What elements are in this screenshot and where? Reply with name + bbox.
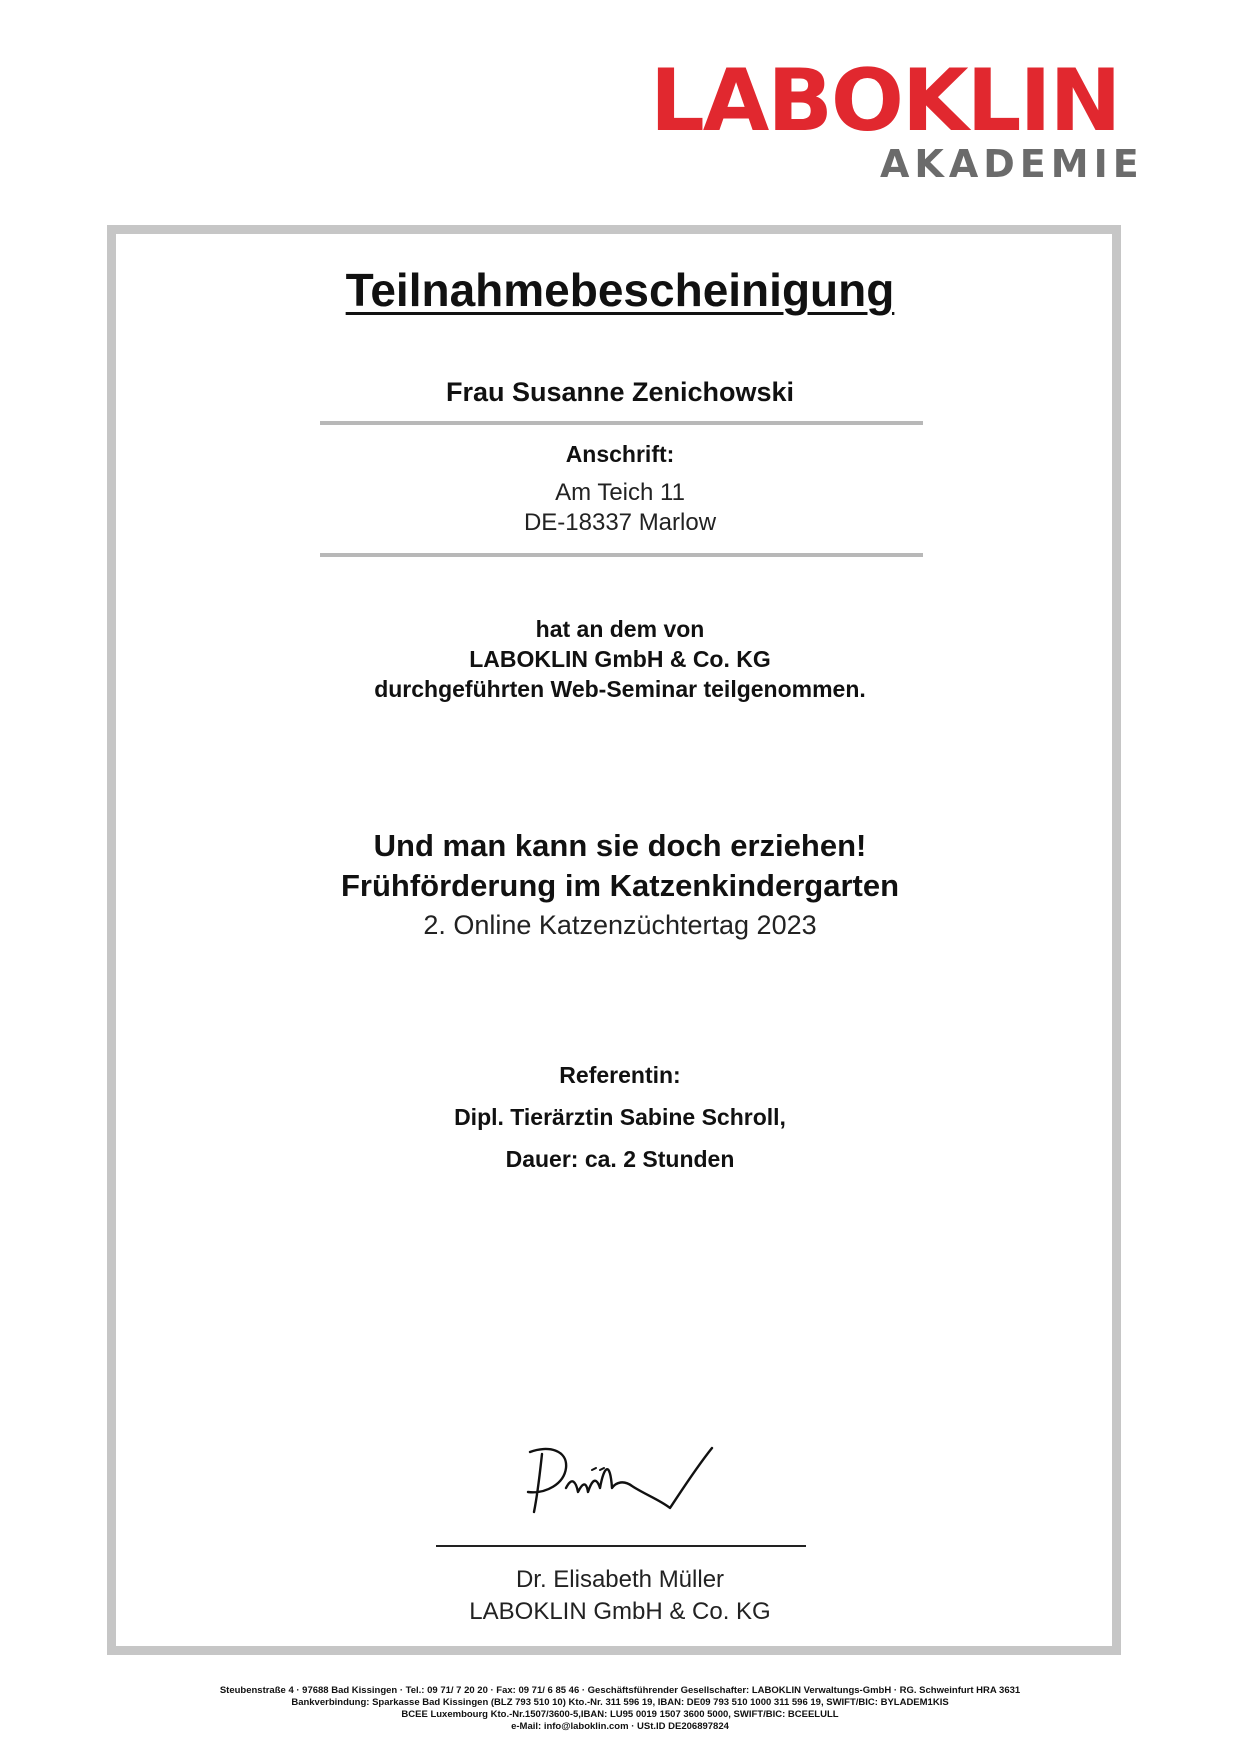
seminar-subtitle: Frühförderung im Katzenkindergarten	[340, 868, 900, 903]
address-street: Am Teich 11	[555, 479, 685, 506]
divider-top	[320, 421, 923, 425]
certificate-title: Teilnahmebescheinigung	[345, 264, 895, 316]
logo-wordmark: LABOKLIN	[650, 51, 1120, 151]
footer-line: Steubenstraße 4 · 97688 Bad Kissingen · Tel.: 09 71/ 7 20 20 · Fax: 09 71/ 6 85 46 · Geschäftsführender Gesellschafter: LABOKLIN Verwaltungs-GmbH · RG. Schweinfurt HRA 3631	[219, 1685, 1021, 1696]
statement-line: LABOKLIN GmbH & Co. KG	[469, 646, 771, 672]
duration: Dauer: ca. 2 Stunden	[505, 1146, 735, 1172]
laboklin-akademie-logo	[650, 51, 1150, 188]
signatory-organization: LABOKLIN GmbH & Co. KG	[469, 1598, 771, 1625]
signatory-name: Dr. Elisabeth Müller	[515, 1566, 725, 1593]
participant-name: Frau Susanne Zenichowski	[445, 377, 795, 407]
statement-line: durchgeführten Web-Seminar teilgenommen.	[374, 676, 866, 702]
address-label: Anschrift:	[565, 441, 675, 467]
divider-bottom	[320, 553, 923, 557]
footer-line: e-Mail: info@laboklin.com · USt.ID DE206897824	[511, 1721, 729, 1732]
handwritten-signature	[520, 1440, 720, 1520]
footer-line: BCEE Luxembourg Kto.-Nr.1507/3600-5,IBAN: LU95 0019 1507 3600 5000, SWIFT/BIC: BCEELULL	[401, 1709, 839, 1720]
seminar-title: Und man kann sie doch erziehen!	[373, 828, 867, 863]
logo-subtitle: AKADEMIE	[880, 142, 1144, 186]
speaker-name: Dipl. Tierärztin Sabine Schroll,	[454, 1104, 786, 1130]
speaker-label: Referentin:	[559, 1062, 681, 1088]
signature-line	[436, 1545, 806, 1547]
company-footer	[0, 1685, 1240, 1733]
address-city: DE-18337 Marlow	[523, 509, 717, 536]
statement-line: hat an dem von	[535, 616, 705, 642]
footer-line: Bankverbindung: Sparkasse Bad Kissingen (BLZ 793 510 10) Kto.-Nr. 311 596 19, IBAN: DE09 793 510 1000 311 596 19, SWIFT/BIC: BYLADEM1KIS	[291, 1697, 949, 1708]
event-name: 2. Online Katzenzüchtertag 2023	[423, 910, 817, 940]
